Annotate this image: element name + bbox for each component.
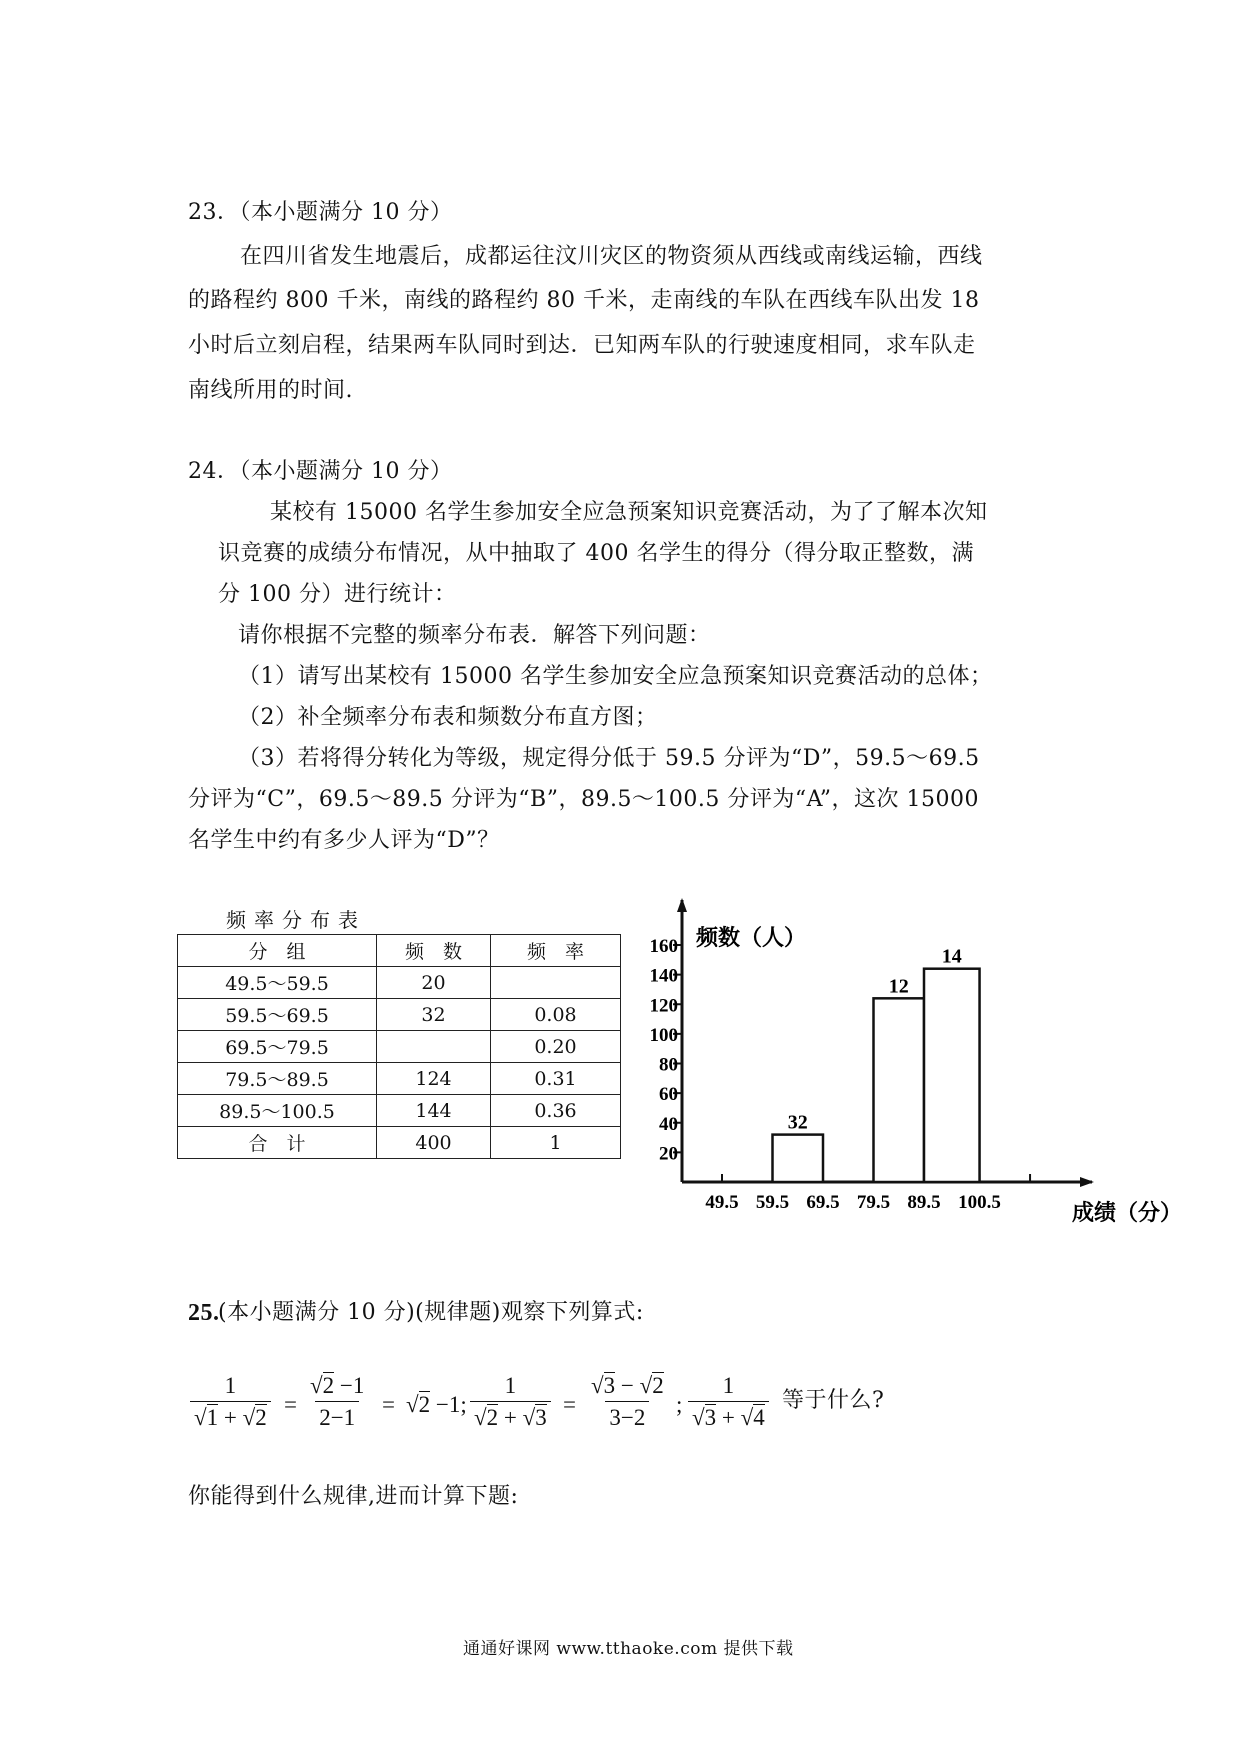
table-row (178, 1063, 621, 1095)
numerator: 1 (224, 1373, 237, 1398)
cell-count (377, 1031, 491, 1063)
numerator: 1 (504, 1373, 517, 1398)
table-total-row (178, 1127, 621, 1159)
bar-value-label: 32 (787, 1111, 808, 1134)
q24-part-1: （1）请写出某校有 15000 名学生参加安全应急预案知识竞赛活动的总体； (238, 664, 993, 689)
fraction-3 (470, 1373, 551, 1431)
histogram-bar (773, 1135, 824, 1182)
x-tick-label: 49.5 (705, 1192, 739, 1213)
q23-line-3: 小时后立刻启程，结果两车队同时到达．已知两车队的行驶速度相同，求车队走 (188, 333, 976, 358)
table-row (178, 1095, 621, 1127)
fraction-5 (688, 1373, 769, 1431)
q23-line-4: 南线所用的时间. (188, 378, 353, 403)
y-tick-label: 120 (649, 995, 678, 1017)
histogram (630, 880, 1190, 1240)
frequency-table (177, 934, 621, 1159)
cell-rate: 0.20 (491, 1031, 621, 1063)
y-tick-label: 160 (649, 936, 678, 957)
y-axis-title: 频数（人） (696, 925, 807, 950)
fraction-2 (306, 1373, 368, 1431)
header-count: 频 数 (377, 935, 491, 967)
cell-group: 79.5～89.5 (178, 1063, 377, 1095)
y-tick-label: 20 (659, 1143, 678, 1165)
denominator: √2 + √3 (470, 1401, 551, 1431)
cell-count: 400 (377, 1127, 491, 1159)
cell-rate: 0.36 (491, 1095, 621, 1127)
cell-rate (491, 967, 621, 999)
q24-part-3-cont: 分评为“C”，69.5～89.5 分评为“B”，89.5～100.5 分评为“A”，这次 15000 (188, 787, 980, 812)
q24-line-4: 请你根据不完整的频率分布表．解答下列问题： (238, 623, 711, 648)
q25-tail-line: 你能得到什么规律,进而计算下题: (188, 1484, 519, 1509)
x-axis-title: 成绩（分） (1072, 1200, 1183, 1225)
result-1: √2 −1; (406, 1392, 467, 1417)
cell-group: 59.5～69.5 (178, 999, 377, 1031)
fraction-1 (190, 1373, 271, 1431)
q24-line-3: 分 100 分）进行统计： (218, 582, 457, 607)
q23-heading: 23．（本小题满分 10 分） (188, 200, 453, 225)
bar-value-label: 12 (888, 975, 909, 998)
numerator: √3 − √2 (591, 1373, 664, 1398)
table-row (178, 999, 621, 1031)
cell-count: 20 (377, 967, 491, 999)
x-tick-label: 59.5 (755, 1192, 790, 1213)
table-row (178, 1031, 621, 1063)
histogram-bar (874, 998, 925, 1182)
cell-group: 69.5～79.5 (178, 1031, 377, 1063)
formula-question: 等于什么? (782, 1388, 885, 1413)
cell-count: 144 (377, 1095, 491, 1127)
x-tick-label: 69.5 (806, 1192, 840, 1213)
q24-line-1: 某校有 15000 名学生参加安全应急预案知识竞赛活动，为了了解本次知 (270, 500, 988, 525)
q24-line-2: 识竞赛的成绩分布情况，从中抽取了 400 名学生的得分（得分取正整数，满 (218, 541, 974, 566)
q24-part-2: （2）补全频率分布表和频数分布直方图； (238, 705, 658, 730)
semicolon: ; (676, 1392, 683, 1417)
numerator: 1 (722, 1373, 735, 1398)
denominator: 2−1 (315, 1401, 359, 1431)
cell-group: 合 计 (178, 1127, 377, 1159)
y-tick-label: 80 (659, 1054, 678, 1076)
header-rate: 频 率 (491, 935, 621, 967)
table-header-row (178, 935, 621, 967)
bar-value-label: 14 (941, 945, 962, 968)
page-footer: 通通好课网 www.tthaoke.com 提供下载 (463, 1639, 794, 1659)
y-tick-label: 60 (659, 1084, 678, 1106)
numerator: √2 −1 (310, 1373, 365, 1398)
histogram-bar (924, 969, 980, 1182)
fraction-4 (587, 1373, 668, 1431)
x-tick-label: 100.5 (958, 1192, 1001, 1213)
table-row (178, 967, 621, 999)
cell-group: 49.5～59.5 (178, 967, 377, 999)
cell-group: 89.5～100.5 (178, 1095, 377, 1127)
q24-part-3: （3）若将得分转化为等级，规定得分低于 59.5 分评为“D”，59.5～69.5 (238, 746, 980, 771)
cell-rate: 0.08 (491, 999, 621, 1031)
denominator: 3−2 (605, 1401, 649, 1431)
y-tick-label: 40 (659, 1113, 678, 1135)
x-tick-label: 79.5 (856, 1192, 891, 1213)
cell-rate: 0.31 (491, 1063, 621, 1095)
equals-sign: = (563, 1392, 576, 1417)
q23-line-2: 的路程约 800 千米，南线的路程约 80 千米，走南线的车队在西线车队出发 18 (188, 288, 980, 313)
q25-number: 25. (188, 1300, 220, 1326)
q23-line-1: 在四川省发生地震后，成都运往汶川灾区的物资须从西线或南线运输，西线 (240, 244, 983, 269)
equals-sign: = (284, 1392, 297, 1417)
equals-sign: = (382, 1392, 395, 1417)
x-tick-label: 89.5 (907, 1192, 941, 1213)
cell-rate: 1 (491, 1127, 621, 1159)
y-tick-label: 140 (649, 965, 678, 987)
cell-count: 124 (377, 1063, 491, 1095)
header-group: 分 组 (178, 935, 377, 967)
q24-part-3-end: 名学生中约有多少人评为“D”？ (188, 828, 500, 853)
table-title: 频率分布表 (226, 908, 366, 932)
q24-heading: 24．（本小题满分 10 分） (188, 459, 453, 484)
y-tick-label: 100 (649, 1024, 678, 1046)
q25-heading: (本小题满分 10 分)(规律题)观察下列算式: (218, 1300, 644, 1325)
denominator: √1 + √2 (190, 1401, 271, 1431)
cell-count: 32 (377, 999, 491, 1031)
denominator: √3 + √4 (688, 1401, 769, 1431)
